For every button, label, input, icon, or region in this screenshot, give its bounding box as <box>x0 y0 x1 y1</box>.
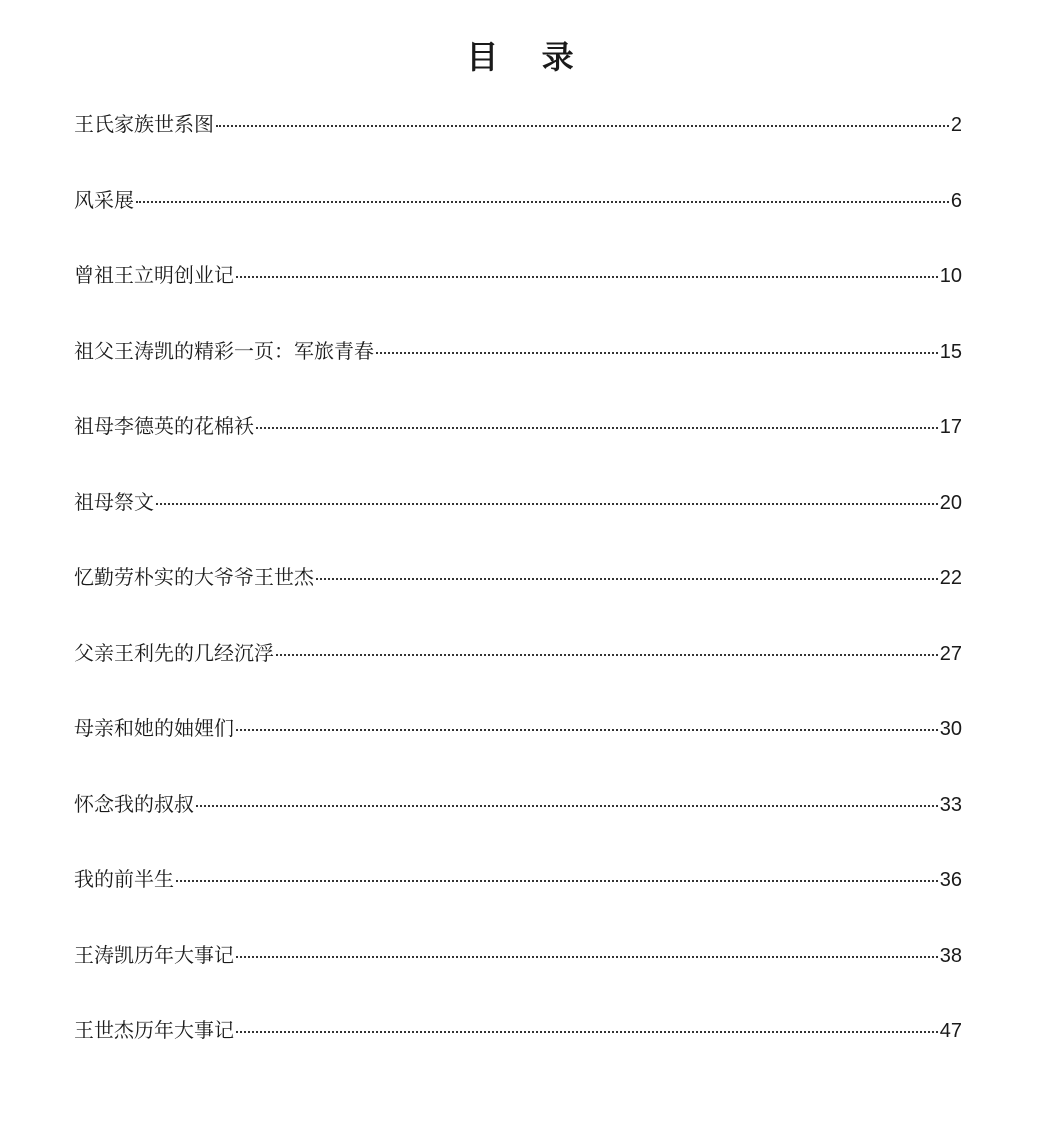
toc-entry-page-number: 30 <box>939 718 962 740</box>
dot-leader <box>136 201 949 203</box>
toc-entry-title: 怀念我的叔叔 <box>74 791 194 816</box>
toc-entry-page-number: 10 <box>939 265 962 287</box>
dot-leader <box>236 729 938 731</box>
toc-entry-page-number: 27 <box>939 642 962 665</box>
toc-entry[interactable] <box>74 102 962 178</box>
toc-entry-title: 王涛凯历年大事记 <box>74 942 234 967</box>
dot-leader <box>316 578 938 580</box>
toc-entry-page-number: 47 <box>939 1020 962 1042</box>
toc-entry-page-number: 36 <box>939 869 962 891</box>
toc-entry-title: 母亲和她的妯娌们 <box>74 716 234 740</box>
toc-entry-title: 父亲王利先的几经沉浮 <box>74 640 274 665</box>
toc-entry-title: 忆勤劳朴实的大爷爷王世杰 <box>74 565 314 589</box>
toc-entry-page-number: 38 <box>939 944 962 967</box>
dot-leader <box>236 1031 938 1033</box>
toc-entry-title: 王氏家族世系图 <box>74 112 214 136</box>
toc-list <box>74 102 962 1084</box>
toc-entry[interactable] <box>74 1008 962 1084</box>
dot-leader <box>236 276 938 278</box>
toc-entry-page-number: 6 <box>950 189 962 212</box>
toc-entry[interactable] <box>74 706 962 782</box>
toc-entry-title: 风采展 <box>74 187 134 212</box>
toc-entry-page-number: 33 <box>939 793 962 816</box>
toc-entry-page-number: 15 <box>939 340 962 363</box>
toc-entry[interactable] <box>74 782 962 858</box>
toc-entry-title: 祖母祭文 <box>74 489 154 514</box>
dot-leader <box>276 654 938 656</box>
toc-entry-title: 王世杰历年大事记 <box>74 1018 234 1042</box>
toc-entry-page-number: 17 <box>939 416 962 438</box>
toc-entry-title: 曾祖王立明创业记 <box>74 263 234 287</box>
dot-leader <box>236 956 938 958</box>
dot-leader <box>376 352 938 354</box>
toc-entry[interactable] <box>74 253 962 329</box>
toc-entry[interactable] <box>74 933 962 1009</box>
toc-entry-title: 祖母李德英的花棉袄 <box>74 414 254 438</box>
toc-entry-title: 祖父王涛凯的精彩一页：军旅青春 <box>74 338 374 363</box>
toc-entry[interactable] <box>74 555 962 631</box>
toc-entry[interactable] <box>74 329 962 405</box>
dot-leader <box>256 427 938 429</box>
toc-entry[interactable] <box>74 480 962 556</box>
dot-leader <box>176 880 938 882</box>
dot-leader <box>196 805 938 807</box>
toc-entry[interactable] <box>74 178 962 254</box>
toc-entry-page-number: 22 <box>939 567 962 589</box>
toc-entry-title: 我的前半生 <box>74 867 174 891</box>
toc-entry[interactable] <box>74 857 962 933</box>
toc-entry[interactable] <box>74 631 962 707</box>
toc-entry-page-number: 2 <box>950 114 962 136</box>
toc-entry[interactable] <box>74 404 962 480</box>
page-title: 目 录 <box>466 38 590 76</box>
toc-entry-page-number: 20 <box>939 491 962 514</box>
dot-leader <box>216 125 949 127</box>
dot-leader <box>156 503 938 505</box>
